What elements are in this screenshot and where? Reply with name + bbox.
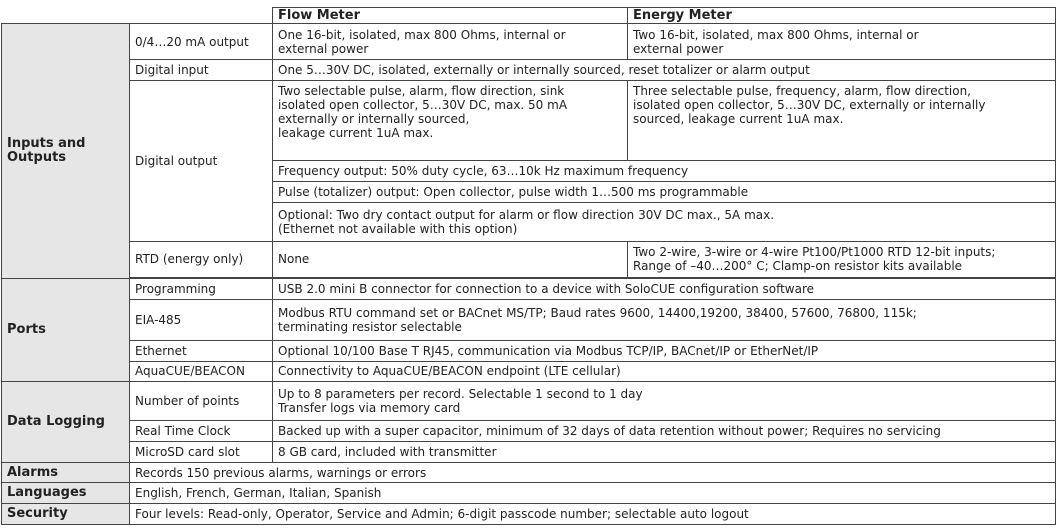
languages-value: English, French, German, Italian, Spanish — [130, 483, 1056, 504]
optional-dry-contact: Optional: Two dry contact output for alarm or flow direction 30V DC max., 5A max. (Ethernet not available with this option) — [273, 202, 1056, 241]
category-inputs-outputs: Inputs and Outputs — [2, 24, 130, 279]
microsd-value: 8 GB card, included with transmitter — [273, 442, 1056, 463]
rtd-energy: Two 2-wire, 3-wire or 4-wire Pt100/Pt1000 RTD 12-bit inputs; Range of –40…200° C; Clamp-on resistor kits available — [628, 241, 1056, 277]
real-time-clock-value: Backed up with a super capacitor, minimum of 32 days of data retention without power; Requires no servicing — [273, 421, 1056, 442]
row-label-number-of-points: Number of points — [130, 382, 273, 421]
pulse-output: Pulse (totalizer) output: Open collector, pulse width 1…500 ms programmable — [273, 182, 1056, 203]
programming-value: USB 2.0 mini B connector for connection to a device with SoloCUE configuration software — [273, 278, 1056, 299]
security-value: Four levels: Read-only, Operator, Service and Admin; 6-digit passcode number; selectable auto logout — [130, 504, 1056, 525]
row-label-ma-output: 0/4…20 mA output — [130, 24, 273, 60]
row-label-eia485: EIA-485 — [130, 299, 273, 340]
category-ports: Ports — [2, 278, 130, 381]
row-label-microsd: MicroSD card slot — [130, 442, 273, 463]
digital-output-flow: Two selectable pulse, alarm, flow direction, sink isolated open collector, 5…30V DC, max. 50 mA externally or internally sourced, leakage current 1uA max. — [273, 80, 628, 161]
category-security: Security — [2, 504, 130, 525]
aquacue-value: Connectivity to AquaCUE/BEACON endpoint (LTE cellular) — [273, 361, 1056, 382]
category-languages: Languages — [2, 483, 130, 504]
ethernet-value: Optional 10/100 Base T RJ45, communication via Modbus TCP/IP, BACnet/IP or EtherNet/IP — [273, 340, 1056, 361]
row-label-real-time-clock: Real Time Clock — [130, 421, 273, 442]
ma-output-energy: Two 16-bit, isolated, max 800 Ohms, internal or external power — [628, 24, 1056, 60]
spec-table — [1, 7, 1056, 525]
ma-output-flow: One 16-bit, isolated, max 800 Ohms, internal or external power — [273, 24, 628, 60]
eia485-value: Modbus RTU command set or BACnet MS/TP; Baud rates 9600, 14400,19200, 38400, 57600, 76800, 115k; terminating resistor selectable — [273, 299, 1056, 340]
row-label-digital-output: Digital output — [130, 80, 273, 241]
header-blank — [2, 8, 273, 24]
header-flow-meter: Flow Meter — [273, 8, 628, 24]
category-alarms: Alarms — [2, 462, 130, 483]
frequency-output: Frequency output: 50% duty cycle, 63…10k Hz maximum frequency — [273, 161, 1056, 182]
digital-output-energy: Three selectable pulse, frequency, alarm, flow direction, isolated open collector, 5…30V DC, externally or internally sourced, leakage current 1uA max. — [628, 80, 1056, 161]
row-label-ethernet: Ethernet — [130, 340, 273, 361]
category-data-logging: Data Logging — [2, 382, 130, 463]
digital-input-value: One 5…30V DC, isolated, externally or internally sourced, reset totalizer or alarm output — [273, 60, 1056, 81]
row-label-digital-input: Digital input — [130, 60, 273, 81]
number-of-points-value: Up to 8 parameters per record. Selectable 1 second to 1 day Transfer logs via memory card — [273, 382, 1056, 421]
row-label-rtd: RTD (energy only) — [130, 241, 273, 277]
row-label-aquacue: AquaCUE/BEACON — [130, 361, 273, 382]
header-energy-meter: Energy Meter — [628, 8, 1056, 24]
rtd-flow: None — [273, 241, 628, 277]
alarms-value: Records 150 previous alarms, warnings or errors — [130, 462, 1056, 483]
row-label-programming: Programming — [130, 278, 273, 299]
